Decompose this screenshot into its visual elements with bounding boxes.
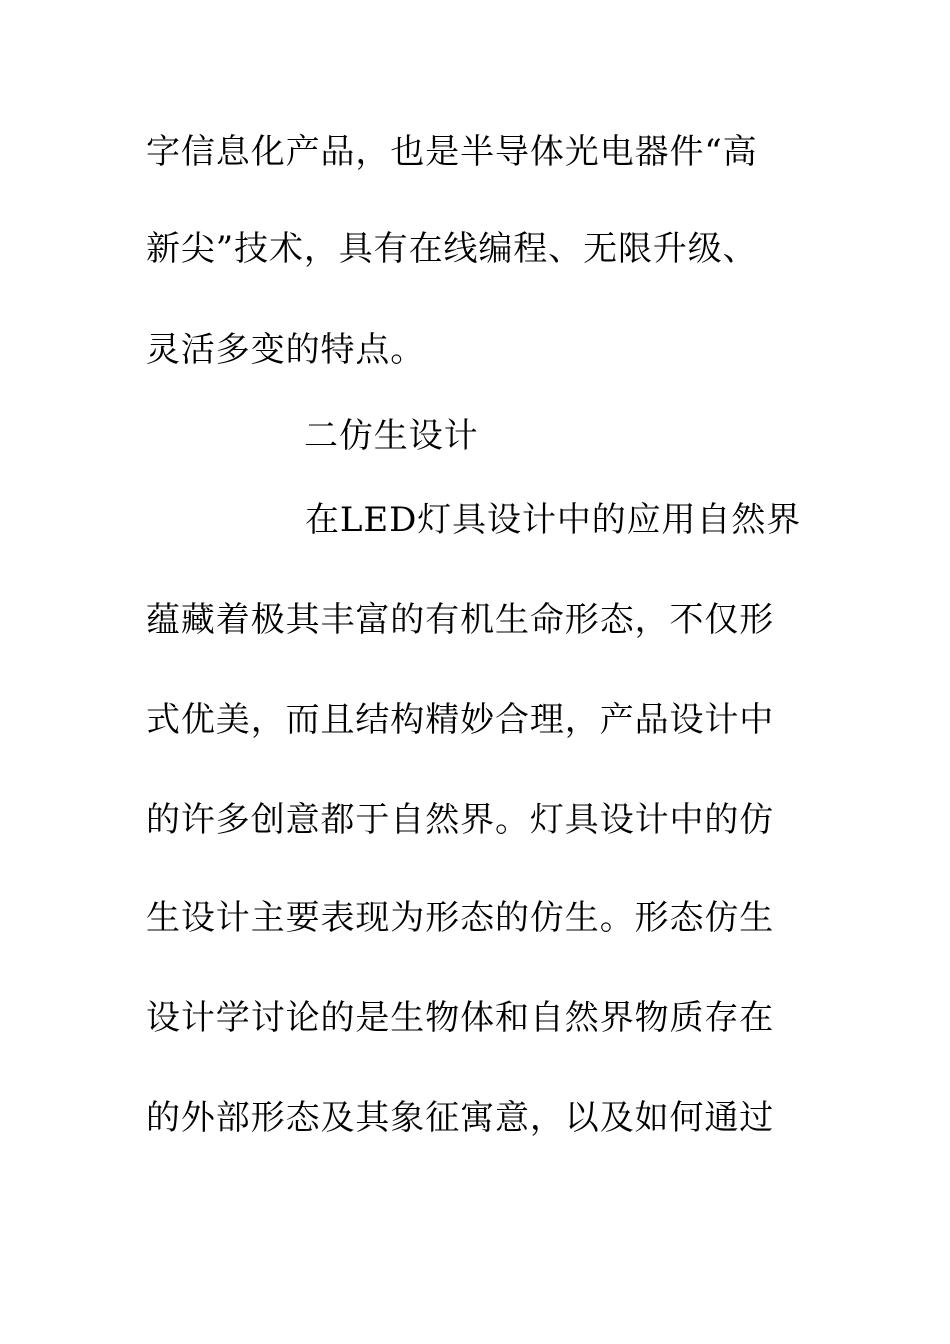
paragraph-line-6: 蕴藏着极其丰富的有机生命形态，不仅形 <box>146 600 775 640</box>
paragraph-line-2: 新尖”技术，具有在线编程、无限升级、 <box>146 229 758 269</box>
paragraph-line-8: 的许多创意都于自然界。灯具设计中的仿 <box>146 800 775 840</box>
paragraph-line-1: 字信息化产品，也是半导体光电器件“高 <box>146 132 758 172</box>
paragraph-line-11: 的外部形态及其象征寓意，以及如何通过 <box>146 1098 775 1138</box>
paragraph-line-7: 式优美，而且结构精妙合理，产品设计中 <box>146 700 775 740</box>
paragraph-line-3: 灵活多变的特点。 <box>146 330 426 370</box>
paragraph-line-9: 生设计主要表现为形态的仿生。形态仿生 <box>146 898 775 938</box>
paragraph-line-10: 设计学讨论的是生物体和自然界物质存在 <box>146 998 775 1038</box>
section-heading: 二仿生设计 <box>304 416 479 456</box>
paragraph-line-5: 在LED灯具设计中的应用自然界 <box>305 500 802 540</box>
